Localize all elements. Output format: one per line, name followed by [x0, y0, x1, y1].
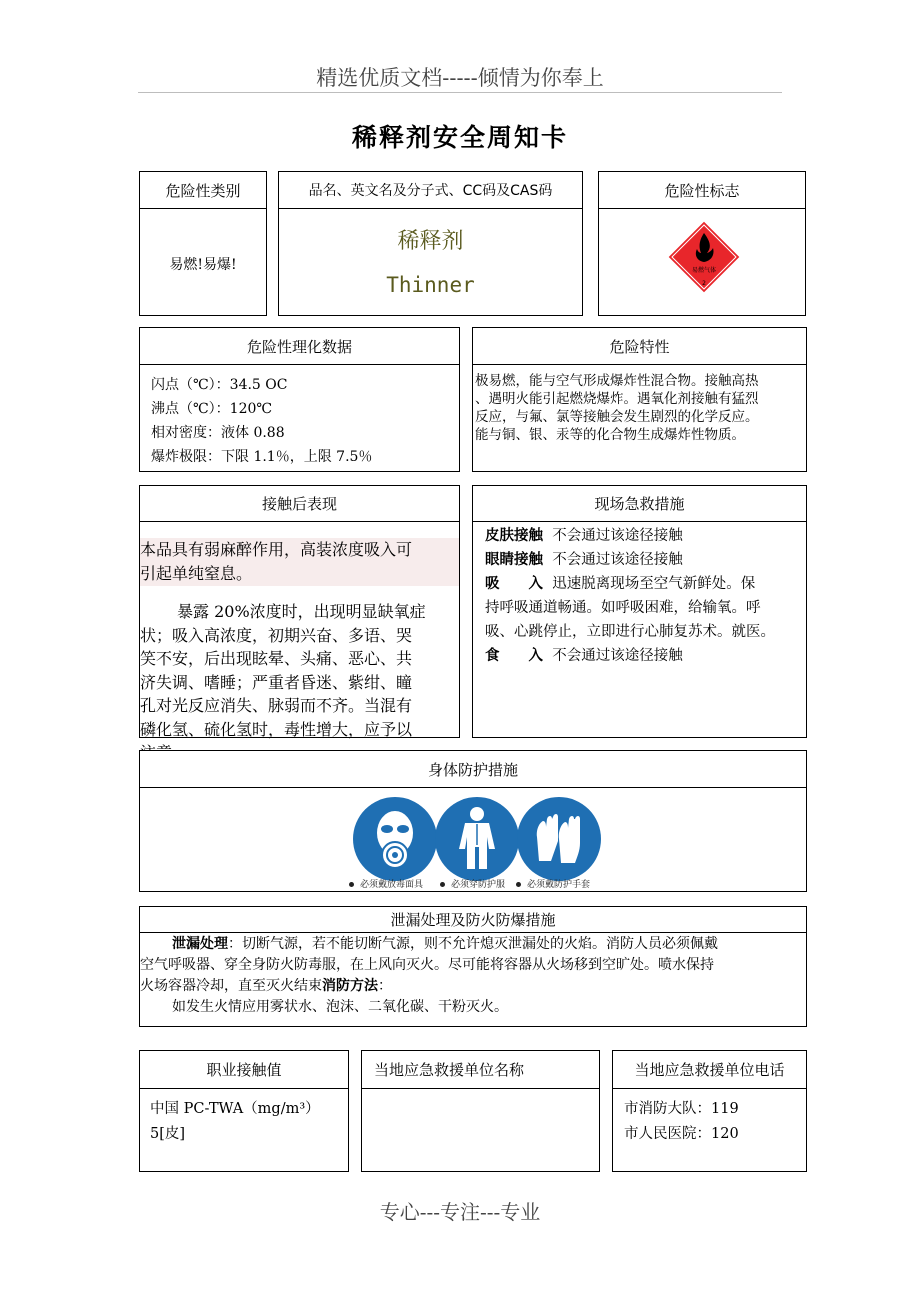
exposure-line: 状；吸入高浓度，初期兴奋、多语、哭 — [140, 625, 413, 645]
first-aid-inhalation-cont: 持呼吸通道畅通。如呼吸困难，给输氧。呼 — [485, 600, 761, 616]
first-aid-heading: 现场急救措施 — [473, 486, 806, 522]
boiling-point: 沸点（℃）：120℃ — [151, 401, 273, 417]
spill-label: 泄漏处理 — [172, 936, 228, 952]
first-aid-label: 皮肤接触 — [485, 528, 543, 544]
ppe-caption-text: 必须戴防护手套 — [527, 880, 591, 890]
exposure-highlight-line: 引起单纯窒息。 — [140, 564, 253, 583]
hazard-props-line: 能与铜、银、汞等的化合物生成爆炸性物质。 — [475, 427, 745, 443]
first-aid-ingestion — [485, 644, 775, 668]
hospital-phone: 市人民医院：120 — [624, 1126, 739, 1142]
spill-heading: 泄漏处理及防火防爆措施 — [140, 907, 806, 933]
explosion-limits: 爆炸极限：下限 1.1％，上限 7.5％ — [151, 449, 373, 465]
bullet-icon — [440, 882, 445, 887]
ppe-caption-text: 必须戴放毒面具 — [360, 880, 424, 890]
spill-line — [140, 976, 718, 997]
product-heading: 品名、英文名及分子式、CC码及CAS码 — [279, 172, 582, 209]
hazard-props-lines — [475, 372, 759, 444]
gloves-caption — [516, 877, 590, 890]
rescue-phone-lines — [624, 1097, 739, 1147]
spill-line — [140, 934, 718, 955]
product-box — [278, 171, 583, 316]
product-name-cn: 稀释剂 — [397, 229, 464, 254]
spill-line: 空气呼吸器、穿全身防火防毒服，在上风向灭火。尽可能将容器从火场移到空旷处。喷水保持 — [140, 957, 714, 973]
exposure-line: 笑不安，后出现眩晕、头痛、恶心、共 — [140, 649, 413, 668]
rescue-unit-box — [361, 1050, 600, 1172]
first-aid-label: 眼睛接触 — [485, 552, 543, 568]
hazard-props-line: 、遇明火能引起燃烧爆炸。遇氧化剂接触有猛烈 — [475, 391, 759, 407]
spill-text: 火场容器冷却，直至灭火结束 — [140, 978, 322, 994]
hazard-class-box — [139, 171, 267, 316]
physchem-lines — [151, 373, 372, 469]
hazard-sign-label: 易燃气体 — [691, 267, 717, 274]
fire-brigade-phone: 市消防大队：119 — [624, 1101, 739, 1117]
hazard-props-line: 反应，与氟、氯等接触会发生剧烈的化学反应。 — [475, 409, 759, 425]
rescue-phone-box — [612, 1050, 807, 1172]
occupational-heading: 职业接触值 — [140, 1051, 348, 1089]
page-footer: 专心---专注---专业 — [379, 1200, 541, 1224]
product-name-en: Thinner — [386, 273, 475, 297]
page-title: 稀释剂安全周知卡 — [351, 123, 568, 152]
occupational-box — [139, 1050, 349, 1172]
header-rule — [138, 92, 782, 93]
hazard-sign-heading: 危险性标志 — [599, 172, 805, 209]
first-aid-inhalation — [485, 572, 775, 596]
exposure-line: 暴露 20%浓度时，出现明显缺氧症 — [177, 602, 426, 621]
first-aid-label: 食 入 — [485, 648, 543, 664]
protective-gloves-icon — [517, 797, 601, 881]
first-aid-text: 迅速脱离现场至空气新鲜处。保 — [552, 576, 756, 592]
bullet-icon — [349, 882, 354, 887]
suit-caption — [440, 877, 505, 890]
exposure-box — [139, 485, 460, 738]
protective-suit-icon — [435, 797, 519, 881]
spill-box — [139, 906, 807, 1027]
occupational-line: 5[皮] — [150, 1126, 186, 1142]
exposure-heading: 接触后表现 — [140, 486, 459, 522]
exposure-line: 孔对光反应消失、脉弱而不齐。当混有 — [140, 696, 413, 715]
occupational-lines — [150, 1097, 320, 1147]
gas-mask-caption — [349, 877, 423, 890]
spill-lines — [140, 934, 718, 1018]
first-aid-label: 吸 入 — [485, 576, 543, 592]
first-aid-eyes — [485, 548, 775, 572]
rescue-phone-heading: 当地应急救援单位电话 — [613, 1051, 806, 1089]
relative-density: 相对密度：液体 0.88 — [151, 425, 285, 441]
hazard-class-heading: 危险性类别 — [140, 172, 266, 209]
flash-point: 闪点（℃）：34.5 OC — [151, 377, 288, 393]
first-aid-text: 不会通过该途径接触 — [552, 552, 683, 568]
hazard-props-box — [472, 327, 807, 472]
first-aid-text: 不会通过该途径接触 — [552, 528, 683, 544]
hazard-class-value: 易燃!易爆! — [169, 257, 237, 273]
physchem-heading: 危险性理化数据 — [140, 328, 459, 365]
spill-text: ： — [378, 978, 392, 994]
exposure-line: 济失调、嗜睡；严重者昏迷、紫绀、瞳 — [140, 672, 413, 692]
hazard-sign-number: 2 — [702, 280, 706, 287]
gas-mask-icon — [353, 797, 437, 881]
first-aid-skin — [485, 524, 775, 548]
exposure-highlight-line: 本品具有弱麻醉作用，高装浓度吸入可 — [140, 540, 413, 559]
page-header: 精选优质文档-----倾情为你奉上 — [316, 66, 604, 90]
bullet-icon — [516, 882, 521, 887]
flammable-gas-diamond-icon — [666, 219, 742, 295]
spill-text: ：切断气源，若不能切断气源，则不允许熄灭泄漏处的火焰。消防人员必须佩戴 — [228, 936, 718, 952]
first-aid-text: 不会通过该途径接触 — [552, 648, 683, 664]
exposure-line: 磷化氢、硫化氢时，毒性增大，应予以 — [140, 719, 413, 739]
first-aid-lines — [485, 524, 775, 668]
first-aid-inhalation-cont: 吸、心跳停止，立即进行心肺复苏术。就医。 — [485, 624, 775, 640]
spill-line: 如发生火情应用雾状水、泡沫、二氧化碳、干粉灭火。 — [172, 999, 508, 1015]
exposure-lines — [140, 600, 426, 765]
physchem-box — [139, 327, 460, 472]
first-aid-box — [472, 485, 807, 738]
exposure-highlight — [140, 538, 459, 586]
hazard-sign-box — [598, 171, 806, 316]
rescue-unit-heading: 当地应急救援单位名称 — [362, 1051, 599, 1089]
fire-method-label: 消防方法 — [322, 978, 378, 994]
hazard-props-line: 极易燃，能与空气形成爆炸性混合物。接触高热 — [475, 373, 759, 389]
ppe-caption-text: 必须穿防护服 — [451, 880, 506, 890]
ppe-heading: 身体防护措施 — [140, 751, 806, 788]
occupational-line: 中国 PC-TWA（mg/m³） — [150, 1101, 320, 1117]
hazard-props-heading: 危险特性 — [473, 328, 806, 365]
